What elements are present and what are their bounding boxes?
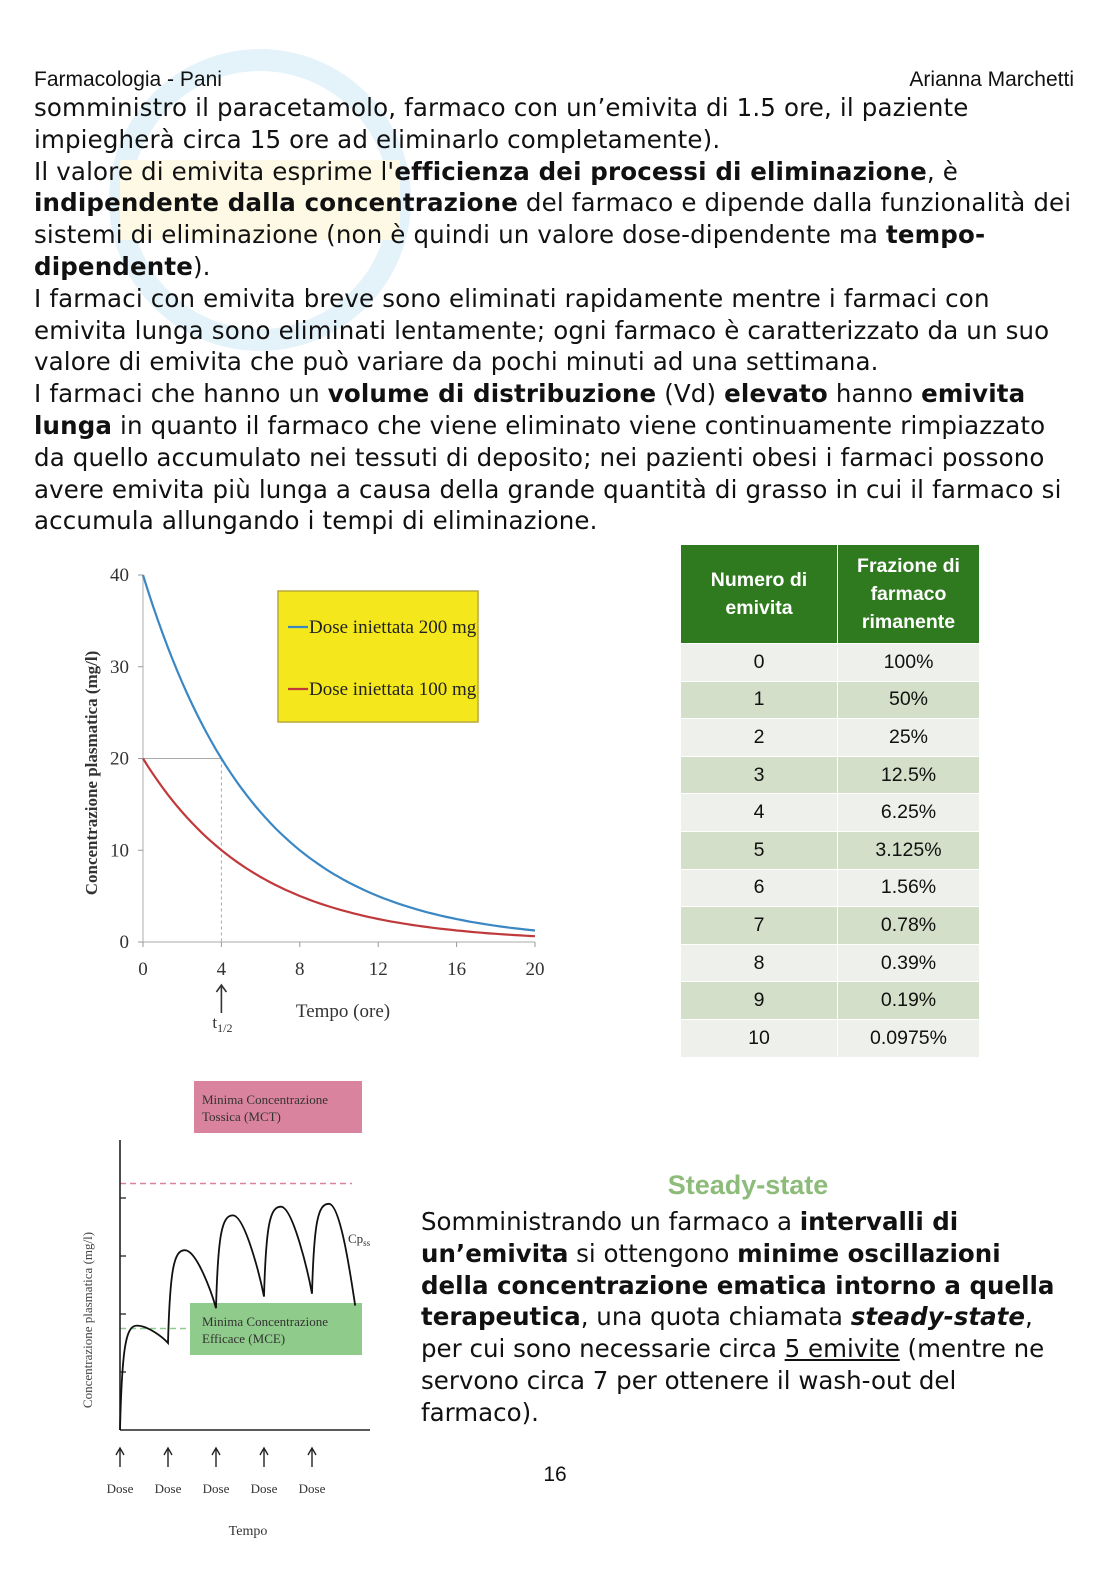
half-life-count-cell: 2 [681,719,838,757]
dose-label: Dose [154,1481,182,1496]
half-life-count-cell: 5 [681,831,838,869]
fraction-remaining-cell: 50% [838,681,980,719]
dose-label: Dose [298,1481,326,1496]
paragraph: I farmaci che hanno un volume di distribuzione (Vd) elevato hanno emivita lunga in quanto il farmaco che viene eliminato viene continuamente rimpiazzato da quello accumulato nei tessuti di deposito; nei pazienti obesi i farmaci possono avere emivita più lunga a causa della grande quantità di grasso in cui il farmaco si accumula allungando i tempi di eliminazione. [34,379,1062,536]
fraction-remaining-cell: 0.78% [838,907,980,945]
toxic-band-subtitle: Tossica (MCT) [202,1109,281,1124]
legend-label-100mg: Dose iniettata 100 mg [309,679,477,700]
half-life-count-cell: 9 [681,982,838,1020]
half-life-count-cell: 1 [681,681,838,719]
table-header-half-lives: Numero di emivita [681,545,838,644]
fraction-remaining-cell: 3.125% [838,831,980,869]
half-life-count-cell: 0 [681,644,838,682]
half-life-count-cell: 7 [681,907,838,945]
table-row [681,756,980,794]
paragraph: Il valore di emivita esprime l'efficienza dei processi di eliminazione, è indipendente dalla concentrazione del farmaco e dipende dalla funzionalità dei sistemi di eliminazione (non è quindi un valore dose-dipendente ma tempo-dipendente). [34,156,1072,281]
half-life-table [680,544,980,1058]
table-row [681,644,980,682]
table-row [681,907,980,945]
fraction-remaining-cell: 0.39% [838,944,980,982]
fraction-remaining-cell: 1.56% [838,869,980,907]
cpss-label: $Cp_{ss}$ [348,1231,371,1248]
x-axis-label: Tempo [228,1524,268,1539]
half-life-count-cell: 8 [681,944,838,982]
page-number: 16 [543,1463,567,1486]
header-course-title: Farmacologia - Pani [34,68,222,91]
effective-band-subtitle: Efficace (MCE) [202,1331,286,1346]
y-tick-label: 30 [110,656,129,678]
half-life-count-cell: 3 [681,756,838,794]
dose-label: Dose [202,1481,230,1496]
section-title-steady-state: Steady-state [667,1170,829,1200]
x-tick-label: 12 [368,959,388,980]
x-tick-label: 16 [447,959,467,980]
table-row [681,719,980,757]
x-tick-label: 4 [216,959,227,980]
fraction-remaining-cell: 6.25% [838,794,980,832]
dose-label: Dose [250,1481,278,1496]
x-tick-label: 20 [525,959,545,980]
steady-state-paragraph: Somministrando un farmaco a intervalli di un’emivita si ottengono minime oscillazioni della concentrazione ematica intorno a quella terapeutica, una quota chiamata steady-state, per cui sono necessarie circa 5 emivite (mentre ne servono circa 7 per ottenere il wash-out del farmaco). [421,1207,1055,1427]
legend-box [278,591,478,722]
x-tick-label: 8 [295,959,305,980]
y-tick-label: 10 [110,840,129,862]
toxic-band-title: Minima Concentrazione [202,1092,328,1107]
toxic-band-box [194,1081,362,1133]
table-row [681,982,980,1020]
table-row [681,794,980,832]
dose-label: Dose [106,1481,134,1496]
y-tick-label: 40 [110,565,129,586]
table-row [681,869,980,907]
body-text [34,92,1084,537]
table-header-fraction: Frazione di farmaco rimanente [838,545,980,644]
steady-state-chart [70,1075,400,1555]
half-life-count-cell: 10 [681,1019,838,1057]
table-row [681,944,980,982]
half-life-annotation [212,985,232,1035]
table-row [681,1019,980,1057]
half-life-label: $t_{1/2}$ [212,1013,233,1035]
fraction-remaining-cell: 0.19% [838,982,980,1020]
half-life-count-cell: 4 [681,794,838,832]
fraction-remaining-cell: 12.5% [838,756,980,794]
half-life-chart [70,555,570,1045]
fraction-remaining-cell: 25% [838,719,980,757]
paragraph: I farmaci con emivita breve sono eliminati rapidamente mentre i farmaci con emivita lunga sono eliminati lentamente; ogni farmaco è caratterizzato da un suo valore di emivita che può variare da pochi minuti ad una settimana. [34,283,1050,377]
fraction-remaining-cell: 100% [838,644,980,682]
table-row [681,831,980,869]
paragraph: somministro il paracetamolo, farmaco con un’emivita di 1.5 ore, il paziente impiegherà circa 15 ore ad eliminarlo completamente). [34,93,969,154]
y-tick-label: 20 [110,748,129,770]
table-row [681,681,980,719]
y-axis-label: Concentrazione plasmatica (mg/l) [82,650,101,896]
series-line-100mg [143,759,535,937]
x-tick-label: 0 [138,959,148,980]
header-author: Arianna Marchetti [909,68,1074,91]
legend-label-200mg: Dose iniettata 200 mg [309,617,477,638]
effective-band-title: Minima Concentrazione [202,1314,328,1329]
x-axis-label: Tempo (ore) [295,1001,391,1022]
half-life-count-cell: 6 [681,869,838,907]
y-axis-label: Concentrazione plasmatica (mg/l) [80,1231,95,1409]
fraction-remaining-cell: 0.0975% [838,1019,980,1057]
y-tick-label: 0 [119,932,129,953]
